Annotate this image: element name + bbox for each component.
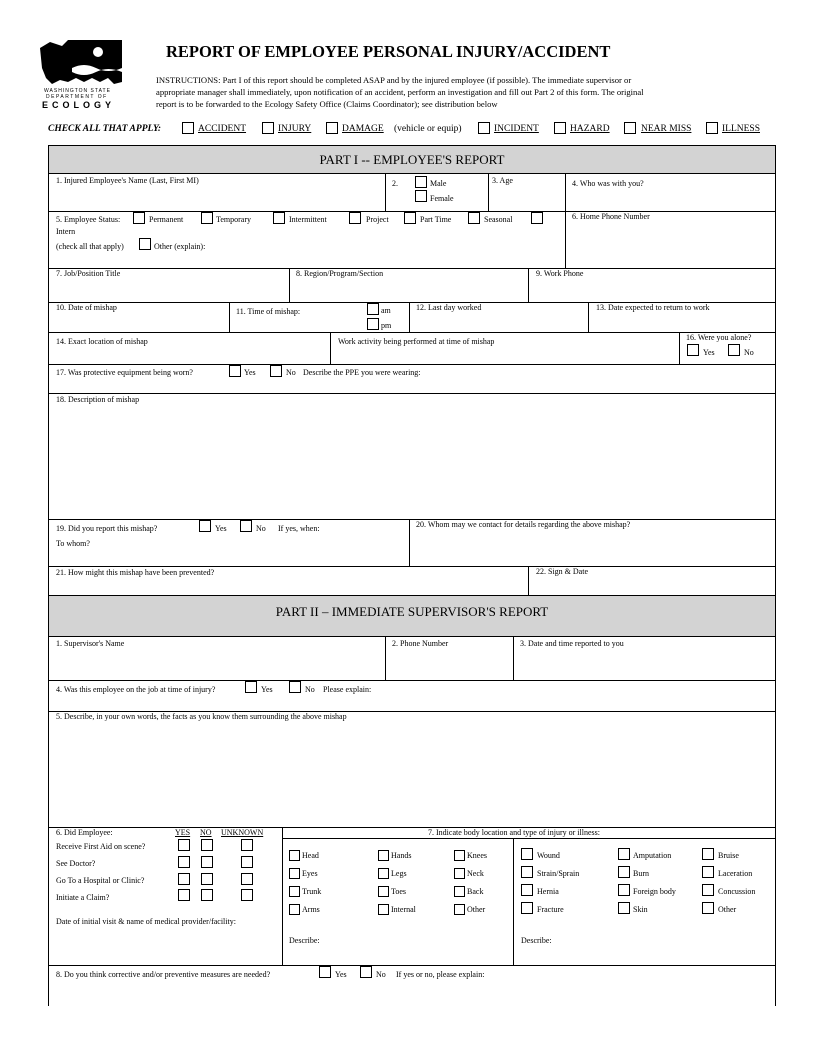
- eyes-label: Eyes: [302, 869, 318, 878]
- back-label: Back: [467, 887, 484, 896]
- p2-f2-label: 2. Phone Number: [392, 639, 449, 648]
- neck-checkbox[interactable]: [454, 868, 465, 879]
- knees-checkbox[interactable]: [454, 850, 465, 861]
- alone-yes-label: Yes: [703, 348, 715, 357]
- corrective-yes-label: Yes: [335, 970, 347, 979]
- trunk-label: Trunk: [302, 887, 322, 896]
- claim-no-checkbox[interactable]: [201, 889, 213, 901]
- near-miss-label: NEAR MISS: [641, 124, 692, 134]
- p1-f11-label: 11. Time of mishap:: [236, 307, 301, 316]
- bruise-checkbox[interactable]: [702, 848, 714, 860]
- on-job-explain-label: Please explain:: [323, 685, 372, 694]
- burn-label: Burn: [633, 869, 649, 878]
- hands-label: Hands: [391, 851, 412, 860]
- fracture-label: Fracture: [537, 905, 564, 914]
- p1-f20-label: 20. Whom may we contact for details regarding the above mishap?: [416, 520, 631, 529]
- internal-checkbox[interactable]: [378, 904, 389, 915]
- seasonal-checkbox[interactable]: [468, 212, 480, 224]
- part2-header: [48, 595, 776, 637]
- seasonal-label: Seasonal: [484, 215, 513, 224]
- body-describe-label: Describe:: [289, 936, 320, 945]
- intermittent-checkbox[interactable]: [273, 212, 285, 224]
- am-label: am: [381, 306, 391, 315]
- p1-f15-label: Work activity being performed at time of mishap: [338, 337, 495, 346]
- p2-f6-label: 6. Did Employee:: [56, 828, 113, 837]
- corrective-explain-label: If yes or no, please explain:: [396, 970, 485, 979]
- alone-yes-checkbox[interactable]: [687, 344, 699, 356]
- knees-label: Knees: [467, 851, 487, 860]
- q-first-aid-label: Receive First Aid on scene?: [56, 842, 146, 851]
- damage-label: DAMAGE: [342, 124, 384, 134]
- part1-header: [48, 145, 776, 174]
- logo-graphic: [38, 38, 126, 90]
- project-label: Project: [366, 215, 389, 224]
- claim-yes-checkbox[interactable]: [178, 889, 190, 901]
- illness-checkbox[interactable]: [706, 122, 718, 134]
- head-label: Head: [302, 851, 319, 860]
- reported-when-label: If yes, when:: [278, 524, 320, 533]
- corrective-no-checkbox[interactable]: [360, 966, 372, 978]
- other-body-checkbox[interactable]: [454, 904, 465, 915]
- p1-f10-label: 10. Date of mishap: [56, 303, 117, 312]
- arms-label: Arms: [302, 905, 320, 914]
- p1-f3-label: 3. Age: [492, 176, 513, 185]
- incident-label: INCIDENT: [494, 124, 539, 134]
- doctor-unknown-checkbox[interactable]: [241, 856, 253, 868]
- female-checkbox[interactable]: [415, 190, 427, 202]
- p1-f21-label: 21. How might this mishap have been prevented?: [56, 568, 215, 577]
- doctor-no-checkbox[interactable]: [201, 856, 213, 868]
- ppe-yes-checkbox[interactable]: [229, 365, 241, 377]
- head-checkbox[interactable]: [289, 850, 300, 861]
- strain-label: Strain/Sprain: [537, 869, 580, 878]
- fracture-checkbox[interactable]: [521, 902, 533, 914]
- p1-f14-label: 14. Exact location of mishap: [56, 337, 148, 346]
- legs-checkbox[interactable]: [378, 868, 389, 879]
- ppe-no-label: No: [286, 368, 296, 377]
- part1-title: PART I -- EMPLOYEE'S REPORT: [319, 152, 505, 167]
- intermittent-label: Intermittent: [289, 215, 327, 224]
- toes-label: Toes: [391, 887, 406, 896]
- p1-f16-label: 16. Were you alone?: [686, 333, 752, 342]
- amputation-label: Amputation: [633, 851, 672, 860]
- hazard-checkbox[interactable]: [554, 122, 566, 134]
- p1-f22-label: 22. Sign & Date: [536, 567, 588, 576]
- corrective-yes-checkbox[interactable]: [319, 966, 331, 978]
- accident-checkbox[interactable]: [182, 122, 194, 134]
- male-label: Male: [430, 179, 447, 188]
- alone-no-label: No: [744, 348, 754, 357]
- hands-checkbox[interactable]: [378, 850, 389, 861]
- reported-to-whom-label: To whom?: [56, 539, 90, 548]
- concussion-checkbox[interactable]: [702, 884, 714, 896]
- p1-f1-label: 1. Injured Employee's Name (Last, First MI): [56, 176, 199, 185]
- pm-checkbox[interactable]: [367, 318, 379, 330]
- female-label: Female: [430, 194, 454, 203]
- injury-checkbox[interactable]: [262, 122, 274, 134]
- reported-yes-label: Yes: [215, 524, 227, 533]
- p1-f5-label: 5. Employee Status:: [56, 215, 121, 224]
- p1-f4-label: 4. Who was with you?: [572, 179, 644, 188]
- reported-no-label: No: [256, 524, 266, 533]
- wound-checkbox[interactable]: [521, 848, 533, 860]
- first-aid-no-checkbox[interactable]: [201, 839, 213, 851]
- part2-title: PART II – IMMEDIATE SUPERVISOR'S REPORT: [275, 604, 549, 619]
- date-visit-label: Date of initial visit & name of medical provider/facility:: [56, 917, 236, 926]
- q-doctor-label: See Doctor?: [56, 859, 96, 868]
- skin-label: Skin: [633, 905, 648, 914]
- doctor-yes-checkbox[interactable]: [178, 856, 190, 868]
- p1-f9-label: 9. Work Phone: [536, 269, 584, 278]
- damage-note: (vehicle or equip): [394, 124, 462, 134]
- trunk-checkbox[interactable]: [289, 886, 300, 897]
- first-aid-yes-checkbox[interactable]: [178, 839, 190, 851]
- on-job-yes-label: Yes: [261, 685, 273, 694]
- permanent-checkbox[interactable]: [133, 212, 145, 224]
- ecology-logo: [38, 38, 126, 110]
- intern-label: Intern: [56, 227, 76, 236]
- p1-f2-label: 2.: [392, 179, 398, 188]
- instructions-line3: report is to be forwarded to the Ecology Safety Office (Claims Coordinator); see distribution below: [156, 99, 498, 109]
- hazard-label: HAZARD: [570, 124, 610, 134]
- p1-f7-label: 7. Job/Position Title: [56, 269, 121, 278]
- legs-label: Legs: [391, 869, 407, 878]
- amputation-checkbox[interactable]: [618, 848, 630, 860]
- col-unknown-header: UNKNOWN: [221, 828, 264, 837]
- logo-line1: WASHINGTON STATE: [44, 88, 111, 94]
- neck-label: Neck: [467, 869, 484, 878]
- foreign-body-label: Foreign body: [633, 887, 676, 896]
- near-miss-checkbox[interactable]: [624, 122, 636, 134]
- on-job-no-checkbox[interactable]: [289, 681, 301, 693]
- laceration-checkbox[interactable]: [702, 866, 714, 878]
- other-injury-label: Other: [718, 905, 737, 914]
- ppe-no-checkbox[interactable]: [270, 365, 282, 377]
- claim-unknown-checkbox[interactable]: [241, 889, 253, 901]
- hospital-yes-checkbox[interactable]: [178, 873, 190, 885]
- p1-f8-label: 8. Region/Program/Section: [296, 269, 384, 278]
- check-all-apply-note: (check all that apply): [56, 242, 124, 251]
- wound-label: Wound: [537, 851, 560, 860]
- skin-checkbox[interactable]: [618, 902, 630, 914]
- check-all-label: CHECK ALL THAT APPLY:: [48, 124, 162, 134]
- permanent-label: Permanent: [149, 215, 184, 224]
- col-yes-header: YES: [175, 828, 191, 837]
- p2-f8-label: 8. Do you think corrective and/or preventive measures are needed?: [56, 970, 271, 979]
- p1-f13-label: 13. Date expected to return to work: [596, 303, 710, 312]
- back-checkbox[interactable]: [454, 886, 465, 897]
- q-claim-label: Initiate a Claim?: [56, 893, 110, 902]
- intern-checkbox[interactable]: [531, 212, 543, 224]
- laceration-label: Laceration: [718, 869, 753, 878]
- instructions-line2: appropriate manager shall immediately, upon notification of an accident, perform an investigation and fill out Part 2 of this form. The original: [156, 87, 644, 97]
- logo-line2: DEPARTMENT OF: [46, 94, 108, 100]
- hernia-checkbox[interactable]: [521, 884, 533, 896]
- other-status-label: Other (explain):: [154, 242, 206, 251]
- bruise-label: Bruise: [718, 851, 739, 860]
- col-no-header: NO: [200, 828, 212, 837]
- injury-describe-label: Describe:: [521, 936, 552, 945]
- burn-checkbox[interactable]: [618, 866, 630, 878]
- incident-checkbox[interactable]: [478, 122, 490, 134]
- p2-f7-label: 7. Indicate body location and type of injury or illness:: [428, 828, 600, 837]
- alone-no-checkbox[interactable]: [728, 344, 740, 356]
- p1-f18-label: 18. Description of mishap: [56, 395, 140, 404]
- logo-line3: ECOLOGY: [42, 100, 116, 110]
- p1-f17-label: 17. Was protective equipment being worn?: [56, 368, 193, 377]
- accident-label: ACCIDENT: [198, 124, 247, 134]
- q-hospital-label: Go To a Hospital or Clinic?: [56, 876, 145, 885]
- p1-f6-label: 6. Home Phone Number: [572, 212, 650, 221]
- male-checkbox[interactable]: [415, 176, 427, 188]
- damage-checkbox[interactable]: [326, 122, 338, 134]
- first-aid-unknown-checkbox[interactable]: [241, 839, 253, 851]
- p1-f12-label: 12. Last day worked: [416, 303, 482, 312]
- form-title: REPORT OF EMPLOYEE PERSONAL INJURY/ACCIDENT: [166, 42, 611, 61]
- instructions-line1: INSTRUCTIONS: Part I of this report should be completed ASAP and by the injured employee (if possible). The immediate supervisor or: [156, 75, 632, 85]
- am-checkbox[interactable]: [367, 303, 379, 315]
- reported-no-checkbox[interactable]: [240, 520, 252, 532]
- injury-label: INJURY: [278, 124, 312, 134]
- illness-label: ILLNESS: [722, 124, 760, 134]
- p2-f4-label: 4. Was this employee on the job at time of injury?: [56, 685, 216, 694]
- project-checkbox[interactable]: [349, 212, 361, 224]
- reported-yes-checkbox[interactable]: [199, 520, 211, 532]
- other-injury-checkbox[interactable]: [702, 902, 714, 914]
- eyes-checkbox[interactable]: [289, 868, 300, 879]
- pm-label: pm: [381, 321, 392, 330]
- foreign-body-checkbox[interactable]: [618, 884, 630, 896]
- strain-checkbox[interactable]: [521, 866, 533, 878]
- part-time-checkbox[interactable]: [404, 212, 416, 224]
- toes-checkbox[interactable]: [378, 886, 389, 897]
- p2-f5-label: 5. Describe, in your own words, the facts as you know them surrounding the above mishap: [56, 712, 347, 721]
- hospital-unknown-checkbox[interactable]: [241, 873, 253, 885]
- temporary-checkbox[interactable]: [201, 212, 213, 224]
- ppe-describe-label: Describe the PPE you were wearing:: [303, 368, 421, 377]
- hospital-no-checkbox[interactable]: [201, 873, 213, 885]
- part-time-label: Part Time: [420, 215, 452, 224]
- p2-f3-label: 3. Date and time reported to you: [520, 639, 624, 648]
- p1-f19-label: 19. Did you report this mishap?: [56, 524, 158, 533]
- on-job-no-label: No: [305, 685, 315, 694]
- arms-checkbox[interactable]: [289, 904, 300, 915]
- p2-f1-label: 1. Supervisor's Name: [56, 639, 125, 648]
- ppe-yes-label: Yes: [244, 368, 256, 377]
- temporary-label: Temporary: [216, 215, 251, 224]
- other-status-checkbox[interactable]: [139, 238, 151, 250]
- on-job-yes-checkbox[interactable]: [245, 681, 257, 693]
- internal-label: Internal: [391, 905, 416, 914]
- hernia-label: Hernia: [537, 887, 559, 896]
- corrective-no-label: No: [376, 970, 386, 979]
- other-body-label: Other: [467, 905, 486, 914]
- concussion-label: Concussion: [718, 887, 756, 896]
